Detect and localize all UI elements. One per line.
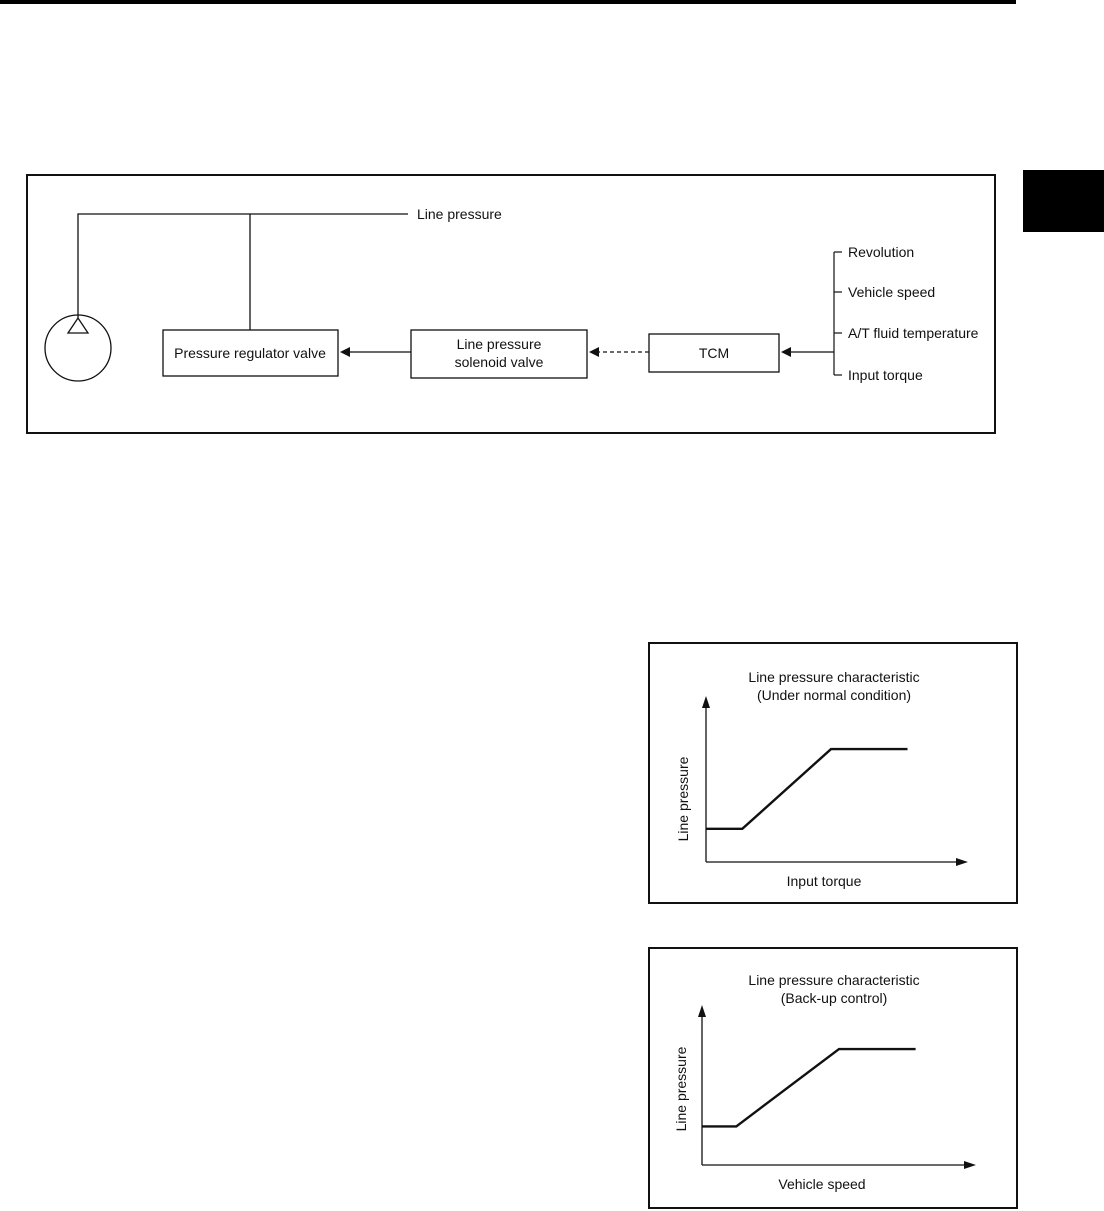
input-fluid-temperature-label: A/T fluid temperature bbox=[848, 325, 979, 341]
chart-title: Line pressure characteristic bbox=[748, 669, 920, 685]
chart-subtitle: (Back-up control) bbox=[780, 990, 888, 1006]
line-pressure-label: Line pressure bbox=[417, 206, 502, 222]
input-torque-label: Input torque bbox=[848, 367, 923, 383]
pressure-regulator-valve-label: Pressure regulator valve bbox=[174, 345, 326, 361]
chart-normal-svg bbox=[650, 644, 1020, 906]
chart-subtitle: (Under normal condition) bbox=[756, 687, 912, 703]
x-axis-label: Vehicle speed bbox=[778, 1176, 866, 1192]
chart-title: Line pressure characteristic bbox=[748, 972, 920, 988]
oil-pump-icon bbox=[45, 315, 111, 381]
y-axis-arrow-icon bbox=[698, 1005, 706, 1017]
section-tab bbox=[1023, 170, 1104, 232]
block-diagram-svg bbox=[28, 176, 998, 436]
tcm-label: TCM bbox=[698, 345, 730, 361]
x-axis-arrow-icon bbox=[964, 1161, 976, 1169]
y-axis-label: Line pressure bbox=[675, 756, 691, 842]
input-vehicle-speed-label: Vehicle speed bbox=[848, 284, 936, 300]
chart-backup-control bbox=[648, 947, 1018, 1209]
line-pressure-series bbox=[702, 1049, 916, 1126]
solenoid-to-regulator-arrow-icon bbox=[340, 347, 350, 357]
top-rule bbox=[0, 0, 1016, 4]
solenoid-valve-label-line2: solenoid valve bbox=[454, 354, 544, 370]
line-pressure-control-diagram bbox=[26, 174, 996, 434]
y-axis-label: Line pressure bbox=[673, 1046, 689, 1132]
pump-arrow-icon bbox=[68, 318, 88, 333]
y-axis-arrow-icon bbox=[702, 696, 710, 708]
line-pressure-line bbox=[78, 214, 408, 318]
tcm-to-solenoid-arrow-icon bbox=[589, 347, 599, 357]
input-revolution-label: Revolution bbox=[848, 244, 915, 260]
chart-backup-svg bbox=[650, 949, 1020, 1211]
x-axis-label: Input torque bbox=[786, 873, 862, 889]
inputs-to-tcm-arrow-icon bbox=[781, 347, 791, 357]
chart-normal-condition bbox=[648, 642, 1018, 904]
x-axis-arrow-icon bbox=[956, 858, 968, 866]
line-pressure-series bbox=[706, 749, 908, 829]
solenoid-valve-label-line1: Line pressure bbox=[456, 336, 542, 352]
